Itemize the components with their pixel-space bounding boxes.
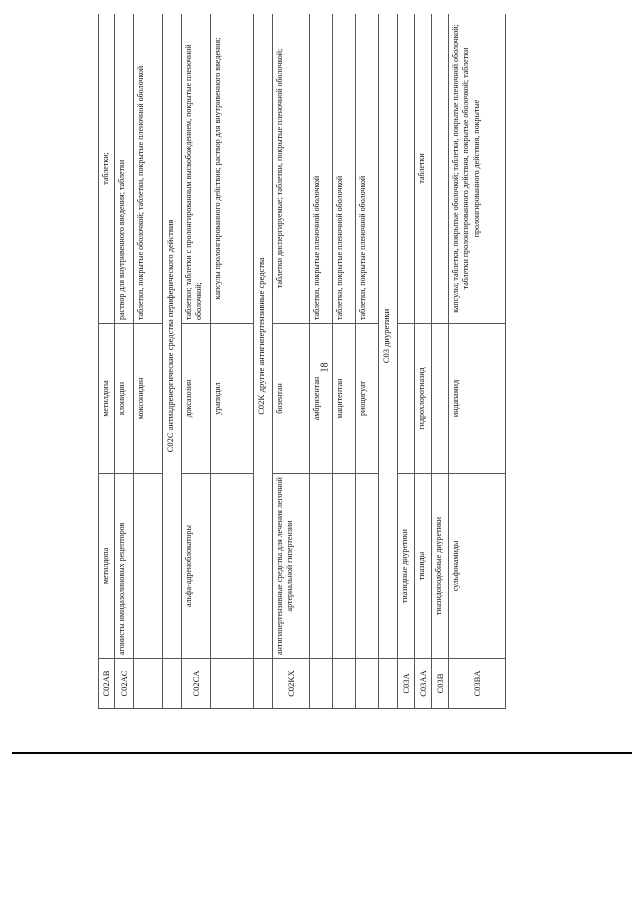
table-row	[182, 14, 211, 709]
drug-name: клонидин	[115, 324, 134, 474]
atc-code: C03B	[432, 659, 449, 709]
rotated-content	[98, 14, 582, 709]
drug-name: моксонидин	[134, 324, 163, 474]
group-name: альфа-адреноблокаторы	[182, 474, 211, 659]
table-row	[449, 14, 506, 709]
atc-code: C02AC	[115, 659, 134, 709]
table-row	[333, 14, 356, 709]
group-name: агонисты имидазолиновых рецепторов	[115, 474, 134, 659]
table-row	[99, 14, 115, 709]
dosage-form: таблетки; таблетки с пролонгированным высвобождением, покрытые пленочной оболочкой;	[182, 14, 211, 324]
atc-code: C02KX	[273, 659, 310, 709]
dosage-form: таблетки диспергируемые; таблетки, покрытые пленочной оболочкой;	[273, 14, 310, 324]
drug-name: риоцигуат	[356, 324, 379, 474]
table-row	[415, 14, 432, 709]
section-row	[254, 14, 273, 709]
atc-code: C03AA	[415, 659, 432, 709]
drug-name: урапидил	[211, 324, 254, 474]
section-heading: C03 диуретики	[379, 14, 398, 659]
drug-name: бозентан	[273, 324, 310, 474]
atc-code: C03A	[398, 659, 415, 709]
dosage-form: таблетки	[415, 14, 432, 324]
dosage-form: раствор для внутривенного введения; таблетки	[115, 14, 134, 324]
dosage-form: таблетки, покрытые оболочкой; таблетки, покрытые пленочной оболочкой	[134, 14, 163, 324]
table-row	[356, 14, 379, 709]
dosage-form: капсулы пролонгированного действия; раствор для внутривенного введения;	[211, 14, 254, 324]
section-heading: C02K другие антигипертензивные средства	[254, 14, 273, 659]
group-name: тиазидоподобные диуретики	[432, 474, 449, 659]
atc-code: C03BA	[449, 659, 506, 709]
page-divider-line	[12, 752, 632, 754]
page-number: 18	[319, 362, 331, 373]
table-row	[134, 14, 163, 709]
drug-name: доксазозин	[182, 324, 211, 474]
table-row	[398, 14, 415, 709]
section-row	[379, 14, 398, 709]
dosage-form: таблетки, покрытые пленочной оболочкой	[356, 14, 379, 324]
rotated-table-viewport	[98, 14, 582, 709]
atc-code: C02AB	[99, 659, 115, 709]
dosage-form: таблетки;	[99, 14, 115, 324]
table-row	[273, 14, 310, 709]
dosage-form: капсулы; таблетки, покрытые оболочкой; таблетки, покрытые пленочной оболочкой; таблетки пролонгированного действия, покрытые оболочкой; таблетки пролонгированного действия, покрытые	[449, 14, 506, 324]
dosage-form: таблетки, покрытые пленочной оболочкой	[310, 14, 333, 324]
group-name: тиазидные диуретики	[398, 474, 415, 659]
table-row	[211, 14, 254, 709]
group-name: тиазиды	[415, 474, 432, 659]
section-heading: C02C антиадренергические средства периферического действия	[163, 14, 182, 659]
group-name: метилдопа	[99, 474, 115, 659]
drug-name: метилдопа	[99, 324, 115, 474]
atc-code: C02CA	[182, 659, 211, 709]
group-name: антигипертензивные средства для лечения легочной артериальной гипертензии	[273, 474, 310, 659]
drug-name: индапамид	[449, 324, 506, 474]
dosage-form: таблетки, покрытые пленочной оболочкой	[333, 14, 356, 324]
group-name: сульфонамиды	[449, 474, 506, 659]
drug-name: мацитентан	[333, 324, 356, 474]
table-row	[432, 14, 449, 709]
table-row	[115, 14, 134, 709]
table-row	[310, 14, 333, 709]
section-row	[163, 14, 182, 709]
drug-name: гидрохлоротиазид	[415, 324, 432, 474]
drug-name: амбризентан	[310, 324, 333, 474]
drug-table	[98, 14, 506, 709]
